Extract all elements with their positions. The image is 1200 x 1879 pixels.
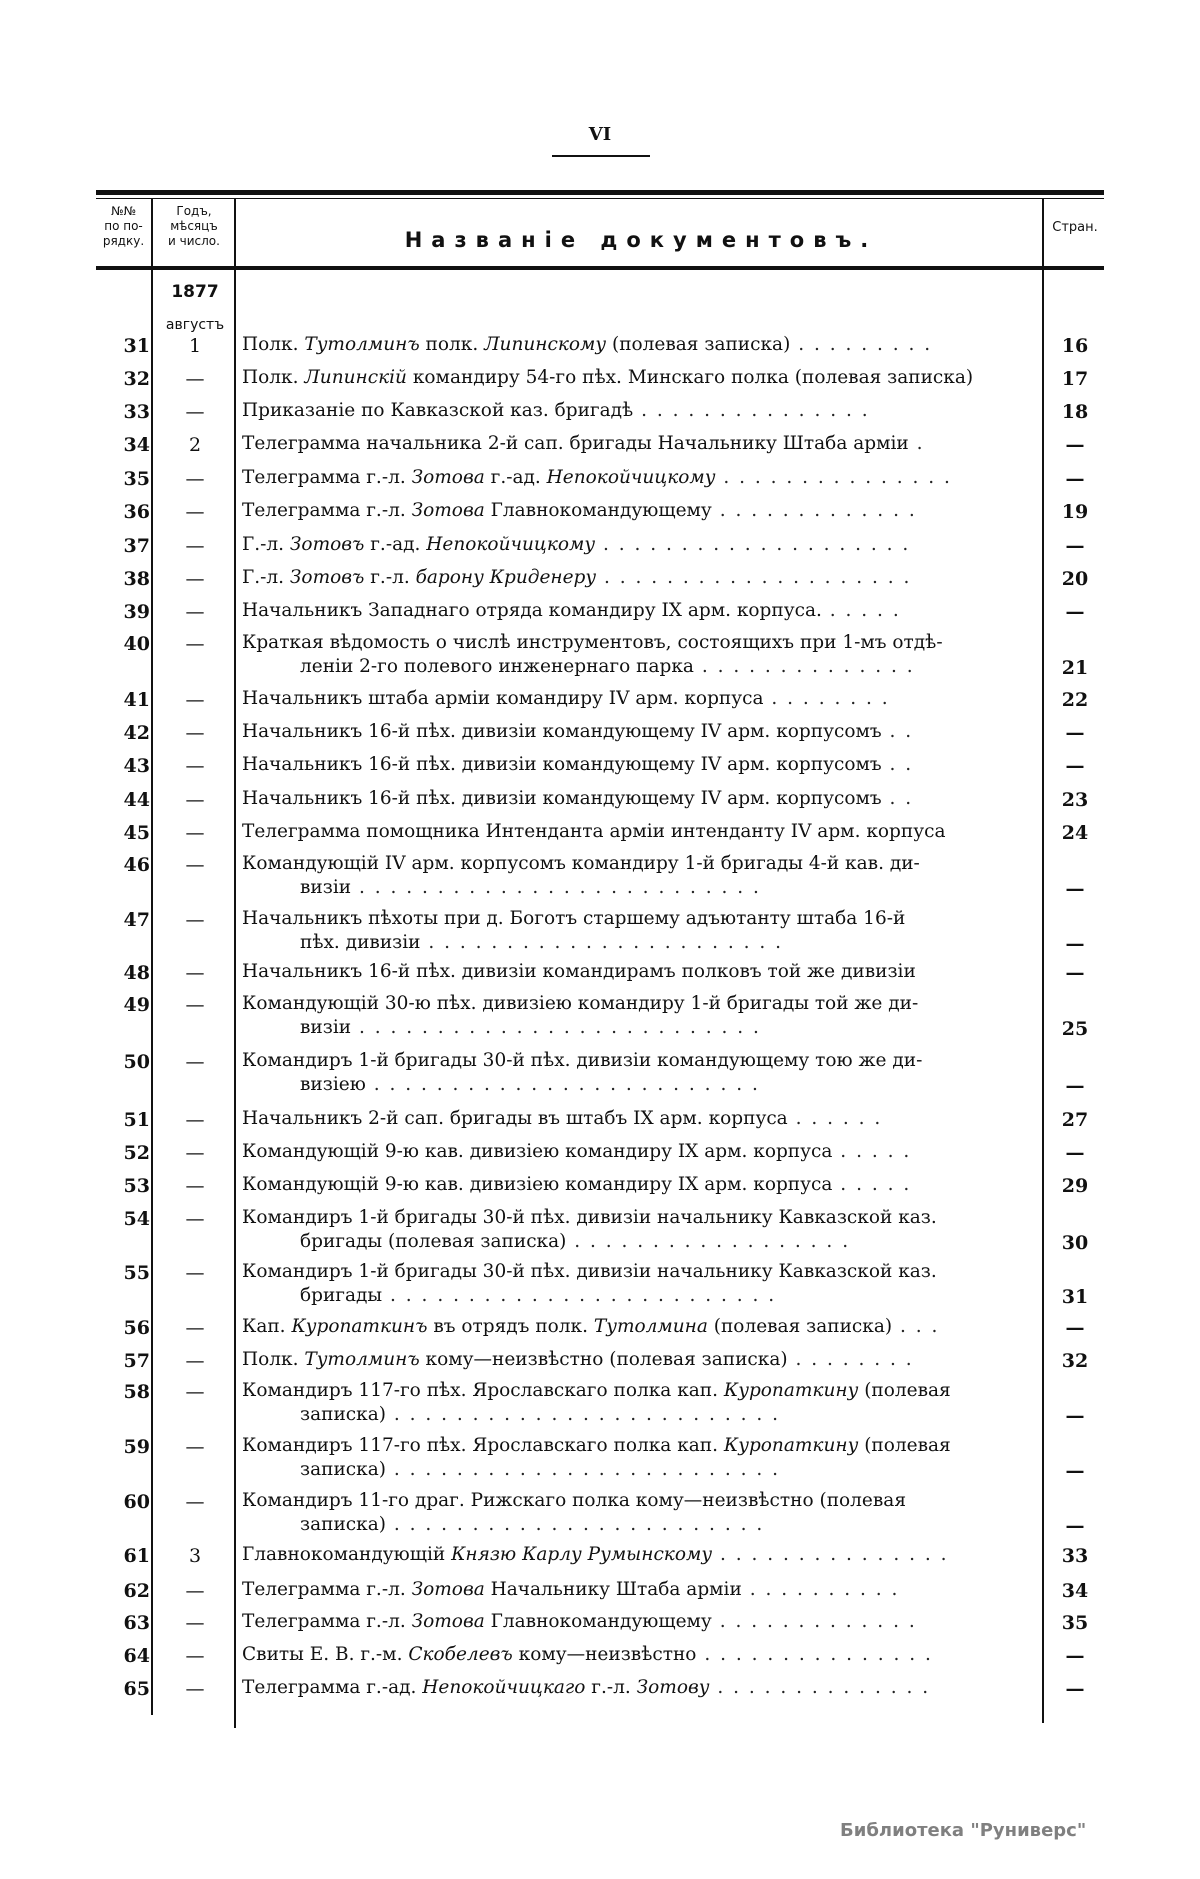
row-page: 17 bbox=[1061, 368, 1089, 390]
row-title-text: Начальникъ штаба арміи командиру IV арм. корпуса bbox=[242, 688, 764, 709]
row-title bbox=[242, 1140, 1038, 1164]
row-page: — bbox=[1065, 1405, 1085, 1427]
leader-dots: . bbox=[908, 433, 925, 454]
row-page: 20 bbox=[1061, 568, 1089, 590]
leader-dots: . . bbox=[881, 721, 914, 742]
row-title bbox=[242, 787, 1038, 811]
row-title-text: Г.-л. bbox=[242, 567, 290, 588]
row-title bbox=[242, 852, 1038, 900]
row-title-italic: Куропаткину bbox=[723, 1380, 859, 1401]
row-title-continuation bbox=[242, 1403, 1038, 1427]
row-title bbox=[242, 1049, 1038, 1097]
row-title-italic: Непокойчицкому bbox=[546, 467, 716, 488]
leader-dots: . . . . . . . . . . . . . . . . . . . . . . . . . bbox=[385, 1404, 780, 1425]
row-title-text: визіи bbox=[300, 1017, 352, 1038]
row-title bbox=[242, 1434, 1038, 1482]
row-title-italic: Непокойчицкаго bbox=[422, 1677, 586, 1698]
row-title-text: (полевая bbox=[858, 1380, 951, 1401]
row-title-text: кому—неизвѣстно (полевая записка) bbox=[419, 1349, 788, 1370]
row-page: — bbox=[1065, 933, 1085, 955]
row-title-italic: Зотову bbox=[636, 1677, 710, 1698]
row-number: 54 bbox=[123, 1208, 150, 1230]
row-date: — bbox=[185, 1491, 205, 1513]
row-title-text: Свиты Е. В. г.-м. bbox=[242, 1644, 409, 1665]
row-number: 55 bbox=[123, 1262, 150, 1284]
row-number: 51 bbox=[123, 1109, 150, 1131]
row-title-text: Телеграмма г.-л. bbox=[242, 1611, 412, 1632]
leader-dots: . . . . . . bbox=[787, 1108, 883, 1129]
row-number: 32 bbox=[123, 368, 150, 390]
row-title bbox=[242, 992, 1038, 1040]
row-page: 31 bbox=[1061, 1286, 1089, 1308]
row-title-text: Телеграмма начальника 2-й сап. бригады Начальнику Штаба арміи bbox=[242, 433, 909, 454]
row-page: — bbox=[1065, 601, 1085, 623]
row-title-text: бригады bbox=[300, 1285, 383, 1306]
row-number: 44 bbox=[123, 789, 150, 811]
row-number: 43 bbox=[123, 755, 150, 777]
row-title bbox=[242, 1173, 1038, 1197]
row-title-italic: Скобелевъ bbox=[408, 1644, 513, 1665]
row-title-continuation bbox=[242, 1073, 1038, 1097]
row-number: 65 bbox=[123, 1678, 150, 1700]
row-title bbox=[242, 366, 1038, 390]
page-number-rule bbox=[552, 155, 650, 157]
row-title bbox=[242, 499, 1038, 523]
row-date: — bbox=[185, 962, 205, 984]
row-title-continuation bbox=[242, 1513, 1038, 1537]
row-number: 35 bbox=[123, 468, 150, 490]
leader-dots: . . . . . . . . . . . . . . . . . . . . . . . . . bbox=[385, 1459, 780, 1480]
row-title-text: пѣх. дивизіи bbox=[300, 932, 421, 953]
header-col-num-line: №№ bbox=[111, 204, 136, 218]
row-date: 2 bbox=[188, 434, 202, 456]
row-date: — bbox=[185, 535, 205, 557]
row-page: — bbox=[1065, 1075, 1085, 1097]
row-title bbox=[242, 1379, 1038, 1427]
row-title-text: записка) bbox=[300, 1459, 386, 1480]
table-top-rule bbox=[96, 190, 1104, 195]
leader-dots: . . bbox=[881, 754, 914, 775]
row-date: — bbox=[185, 1109, 205, 1131]
row-date: — bbox=[185, 1381, 205, 1403]
leader-dots: . . . . . . . . . . . . . bbox=[711, 1611, 917, 1632]
header-col-num-line: по по- bbox=[104, 219, 143, 233]
row-page: 24 bbox=[1061, 822, 1089, 844]
row-title bbox=[242, 960, 1038, 984]
row-number: 41 bbox=[123, 689, 150, 711]
row-title-text: Начальникъ 16-й пѣх. дивизіи командующему IV арм. корпусомъ bbox=[242, 754, 882, 775]
row-date: — bbox=[185, 601, 205, 623]
row-title bbox=[242, 907, 1038, 955]
row-title bbox=[242, 1206, 1038, 1254]
row-number: 46 bbox=[123, 854, 150, 876]
row-number: 48 bbox=[123, 962, 150, 984]
row-title-italic: Липинскій bbox=[304, 367, 407, 388]
row-title-continuation bbox=[242, 1230, 1038, 1254]
row-date: — bbox=[185, 1645, 205, 1667]
row-page: — bbox=[1065, 1317, 1085, 1339]
row-title-italic: Куропаткину bbox=[723, 1435, 859, 1456]
row-title-text: (полевая записка) bbox=[707, 1316, 893, 1337]
row-date: — bbox=[185, 689, 205, 711]
row-date: — bbox=[185, 1317, 205, 1339]
table-top-rule-thin bbox=[96, 198, 1104, 199]
row-date: — bbox=[185, 501, 205, 523]
year-label: 1877 bbox=[171, 282, 219, 302]
leader-dots: . . . . . bbox=[832, 1141, 912, 1162]
row-title bbox=[242, 753, 1038, 777]
row-title-italic: Зотова bbox=[411, 1611, 485, 1632]
row-date: 1 bbox=[188, 335, 202, 357]
row-title-text: Начальникъ 16-й пѣх. дивизіи командующему IV арм. корпусомъ bbox=[242, 721, 882, 742]
leader-dots: . . . . . . . . . . . . . . . . . . . . . . . bbox=[420, 932, 784, 953]
row-title bbox=[242, 399, 1038, 423]
leader-dots: . . . . . . . . . . bbox=[741, 1579, 900, 1600]
leader-dots: . . . . . . . . . bbox=[790, 334, 933, 355]
header-bottom-rule bbox=[96, 266, 1104, 270]
row-title bbox=[242, 631, 1038, 679]
row-title-text: визіею bbox=[300, 1074, 366, 1095]
row-number: 58 bbox=[123, 1381, 150, 1403]
row-page: — bbox=[1065, 434, 1085, 456]
leader-dots: . . . . . . . . bbox=[763, 688, 890, 709]
row-page: 30 bbox=[1061, 1232, 1089, 1254]
row-title-continuation bbox=[242, 876, 1038, 900]
leader-dots: . . . . . . . . . . . . . . . bbox=[633, 400, 870, 421]
row-number: 64 bbox=[123, 1645, 150, 1667]
header-col-num bbox=[96, 204, 151, 249]
row-title bbox=[242, 466, 1038, 490]
row-title-text: Командиръ 1-й бригады 30-й пѣх. дивизіи командующему тою же ди- bbox=[242, 1050, 923, 1071]
row-title-text: Начальникъ 2-й сап. бригады въ штабъ IX арм. корпуса bbox=[242, 1108, 788, 1129]
row-title-text: Командиръ 1-й бригады 30-й пѣх. дивизіи начальнику Кавказской каз. bbox=[242, 1207, 937, 1228]
row-number: 50 bbox=[123, 1051, 150, 1073]
row-number: 61 bbox=[123, 1545, 150, 1567]
row-title-text: Начальнику Штаба арміи bbox=[484, 1579, 742, 1600]
row-title-text: г.-ад. bbox=[364, 534, 427, 555]
header-col-date-line: Годъ, bbox=[176, 204, 212, 218]
row-title-text: бригады (полевая записка) bbox=[300, 1231, 567, 1252]
row-title-text: Командующій IV арм. корпусомъ командиру 1-й бригады 4-й кав. ди- bbox=[242, 853, 920, 874]
row-title-continuation bbox=[242, 1284, 1038, 1308]
row-number: 63 bbox=[123, 1612, 150, 1634]
row-title bbox=[242, 1107, 1038, 1131]
leader-dots: . . . . . . . . . . . . . . . . . . bbox=[566, 1231, 851, 1252]
row-title-text: Полк. bbox=[242, 334, 305, 355]
row-page: — bbox=[1065, 1142, 1085, 1164]
row-title-italic: Тутолмина bbox=[593, 1316, 708, 1337]
row-title-italic: Зотова bbox=[411, 1579, 485, 1600]
leader-dots: . . . . . . . . . . . . . . . . . . . . . . . . . . bbox=[351, 877, 761, 898]
leader-dots: . . . . . . . . . . . . . . . bbox=[712, 1544, 949, 1565]
leader-dots: . . . . . . . . . . . . . . . . . . . . bbox=[595, 534, 911, 555]
row-title-text: Начальникъ 16-й пѣх. дивизіи командующему IV арм. корпусомъ bbox=[242, 788, 882, 809]
row-page: — bbox=[1065, 722, 1085, 744]
row-title-continuation bbox=[242, 1458, 1038, 1482]
row-title-text: полк. bbox=[419, 334, 485, 355]
row-title-text: Командиръ 11-го драг. Рижскаго полка кому—неизвѣстно (полевая bbox=[242, 1490, 906, 1511]
leader-dots: . . . . . . . . . . . . . . . . . . . . . . . . . bbox=[382, 1285, 777, 1306]
leader-dots: . . . . . . . . . . . . . . . . . . . . bbox=[596, 567, 912, 588]
row-title-text: визіи bbox=[300, 877, 352, 898]
row-date: — bbox=[185, 822, 205, 844]
row-date: — bbox=[185, 1678, 205, 1700]
row-date: — bbox=[185, 633, 205, 655]
row-title bbox=[242, 1260, 1038, 1308]
library-watermark: Библиотека "Руниверс" bbox=[840, 1820, 1087, 1841]
row-title bbox=[242, 720, 1038, 744]
row-page: — bbox=[1065, 1678, 1085, 1700]
row-page: 23 bbox=[1061, 789, 1089, 811]
row-title-text: Начальникъ Западнаго отряда командиру IX арм. корпуса. bbox=[242, 600, 822, 621]
row-title-text: Кап. bbox=[242, 1316, 292, 1337]
row-number: 47 bbox=[123, 909, 150, 931]
row-page: 25 bbox=[1061, 1018, 1089, 1040]
header-col-title: Названіе документовъ. bbox=[404, 228, 878, 252]
row-page: 34 bbox=[1061, 1580, 1089, 1602]
row-title-italic: Тутолминъ bbox=[304, 1349, 420, 1370]
row-title-continuation bbox=[242, 655, 1038, 679]
row-date: — bbox=[185, 1612, 205, 1634]
row-page: 27 bbox=[1061, 1109, 1089, 1131]
row-title-text: Начальникъ 16-й пѣх. дивизіи командирамъ полковъ той же дивизіи bbox=[242, 961, 916, 982]
row-number: 52 bbox=[123, 1142, 150, 1164]
row-title-text: Командиръ 117-го пѣх. Ярославскаго полка кап. bbox=[242, 1435, 724, 1456]
row-page: — bbox=[1065, 878, 1085, 900]
leader-dots: . . . . . bbox=[821, 600, 901, 621]
leader-dots: . . . . . . . . . . . . . . . . . . . . . . . . . bbox=[365, 1074, 760, 1095]
row-page: 19 bbox=[1061, 501, 1089, 523]
row-title-continuation bbox=[242, 931, 1038, 955]
row-page: 18 bbox=[1061, 401, 1089, 423]
row-title bbox=[242, 687, 1038, 711]
leader-dots: . . . . . . . . . . . . . . . . . . . . . . . . bbox=[385, 1514, 765, 1535]
row-page: 21 bbox=[1061, 657, 1089, 679]
row-date: — bbox=[185, 1580, 205, 1602]
row-date: — bbox=[185, 1350, 205, 1372]
row-number: 53 bbox=[123, 1175, 150, 1197]
row-title-continuation bbox=[242, 1016, 1038, 1040]
row-title-text: г.-ад. bbox=[484, 467, 547, 488]
row-date: 3 bbox=[188, 1545, 202, 1567]
row-title-text: Телеграмма г.-л. bbox=[242, 500, 412, 521]
row-number: 42 bbox=[123, 722, 150, 744]
row-date: — bbox=[185, 789, 205, 811]
row-title-italic: Зотова bbox=[411, 467, 485, 488]
header-col-date-line: мѣсяцъ bbox=[170, 219, 218, 233]
row-number: 56 bbox=[123, 1317, 150, 1339]
row-date: — bbox=[185, 1262, 205, 1284]
row-page: — bbox=[1065, 1515, 1085, 1537]
row-page: 32 bbox=[1061, 1350, 1089, 1372]
row-page: — bbox=[1065, 1645, 1085, 1667]
row-title-text: записка) bbox=[300, 1514, 386, 1535]
leader-dots: . . . bbox=[892, 1316, 940, 1337]
row-title-text: Главнокомандующему bbox=[484, 500, 712, 521]
row-date: — bbox=[185, 468, 205, 490]
month-label: августъ bbox=[165, 317, 225, 333]
row-title bbox=[242, 432, 1038, 456]
row-title-text: Приказаніе по Кавказской каз. бригадѣ bbox=[242, 400, 634, 421]
row-number: 45 bbox=[123, 822, 150, 844]
row-page: — bbox=[1065, 1460, 1085, 1482]
row-page: 16 bbox=[1061, 335, 1089, 357]
row-title-italic: Липинскому bbox=[484, 334, 607, 355]
row-title-text: леніи 2-го полевого инженернаго парка bbox=[300, 656, 694, 677]
row-title bbox=[242, 333, 1038, 357]
row-title bbox=[242, 566, 1038, 590]
row-title bbox=[242, 1610, 1038, 1634]
row-title-text: въ отрядъ полк. bbox=[427, 1316, 594, 1337]
row-page: 22 bbox=[1061, 689, 1089, 711]
row-title bbox=[242, 1489, 1038, 1537]
row-title bbox=[242, 1578, 1038, 1602]
leader-dots: . . . . . . . . . . . . . . bbox=[693, 656, 915, 677]
leader-dots: . . bbox=[881, 788, 914, 809]
header-col-date-line: и число. bbox=[168, 234, 220, 248]
row-title-text: г.-л. bbox=[364, 567, 416, 588]
leader-dots: . . . . . . . . . . . . . . bbox=[709, 1677, 931, 1698]
row-title-text: Телеграмма г.-л. bbox=[242, 1579, 412, 1600]
row-title-text: Командующій 9-ю кав. дивизіею командиру IX арм. корпуса bbox=[242, 1141, 833, 1162]
row-date: — bbox=[185, 368, 205, 390]
row-title-italic: Зотова bbox=[411, 500, 485, 521]
header-col-num-line: рядку. bbox=[102, 234, 145, 248]
row-title-text: (полевая записка) bbox=[606, 334, 791, 355]
row-title-text: Полк. bbox=[242, 1349, 305, 1370]
row-title-italic: барону Криденеру bbox=[415, 567, 597, 588]
row-title-text: Командиръ 117-го пѣх. Ярославскаго полка кап. bbox=[242, 1380, 724, 1401]
row-title-italic: Непокойчицкому bbox=[426, 534, 596, 555]
row-title bbox=[242, 599, 1038, 623]
leader-dots: . . . . . . . . bbox=[787, 1349, 914, 1370]
header-col-page: Стран. bbox=[1052, 220, 1098, 235]
row-title bbox=[242, 1315, 1038, 1339]
row-title-text: Начальникъ пѣхоты при д. Боготъ старшему адъютанту штаба 16-й bbox=[242, 908, 906, 929]
row-page: 29 bbox=[1061, 1175, 1089, 1197]
page-number: VI bbox=[588, 124, 612, 145]
row-date: — bbox=[185, 401, 205, 423]
row-number: 59 bbox=[123, 1436, 150, 1458]
row-number: 31 bbox=[123, 335, 150, 357]
row-title bbox=[242, 820, 1038, 844]
row-title-text: Командующій 9-ю кав. дивизіею командиру IX арм. корпуса bbox=[242, 1174, 833, 1195]
row-title bbox=[242, 1676, 1038, 1700]
leader-dots: . . . . . . . . . . . . . . . bbox=[715, 467, 952, 488]
row-number: 49 bbox=[123, 994, 150, 1016]
row-title-italic: Зотовъ bbox=[289, 534, 365, 555]
row-title-text: Телеграмма помощника Интенданта арміи интенданту IV арм. корпуса bbox=[242, 821, 946, 842]
header-col-date bbox=[153, 204, 235, 249]
row-date: — bbox=[185, 568, 205, 590]
row-title bbox=[242, 1643, 1038, 1667]
row-page: 33 bbox=[1061, 1545, 1089, 1567]
row-title-text: Г.-л. bbox=[242, 534, 290, 555]
row-title bbox=[242, 1348, 1038, 1372]
row-title-text: Командующій 30-ю пѣх. дивизіею командиру 1-й бригады той же ди- bbox=[242, 993, 919, 1014]
row-number: 60 bbox=[123, 1491, 150, 1513]
row-title-italic: Тутолминъ bbox=[304, 334, 420, 355]
row-date: — bbox=[185, 1051, 205, 1073]
row-page: — bbox=[1065, 755, 1085, 777]
leader-dots: . . . . . . . . . . . . . . . bbox=[696, 1644, 933, 1665]
row-title-text: г.-л. bbox=[585, 1677, 637, 1698]
col-divider-1 bbox=[151, 198, 153, 1715]
row-number: 37 bbox=[123, 535, 150, 557]
row-date: — bbox=[185, 1175, 205, 1197]
row-title-text: записка) bbox=[300, 1404, 386, 1425]
row-title-text: Командиръ 1-й бригады 30-й пѣх. дивизіи начальнику Кавказской каз. bbox=[242, 1261, 937, 1282]
row-title-text: кому—неизвѣстно bbox=[512, 1644, 697, 1665]
row-number: 62 bbox=[123, 1580, 150, 1602]
row-date: — bbox=[185, 1436, 205, 1458]
row-title-text: Краткая вѣдомость о числѣ инструментовъ, состоящихъ при 1-мъ отдѣ- bbox=[242, 632, 943, 653]
row-title-text: Телеграмма г.-л. bbox=[242, 467, 412, 488]
row-title bbox=[242, 1543, 1038, 1567]
row-title-text: Полк. bbox=[242, 367, 305, 388]
row-number: 34 bbox=[123, 434, 150, 456]
row-title-text: Телеграмма г.-ад. bbox=[242, 1677, 423, 1698]
row-number: 57 bbox=[123, 1350, 150, 1372]
row-page: — bbox=[1065, 535, 1085, 557]
leader-dots: . . . . . . . . . . . . . bbox=[711, 500, 917, 521]
row-date: — bbox=[185, 722, 205, 744]
row-title-text: (полевая bbox=[858, 1435, 951, 1456]
row-number: 40 bbox=[123, 633, 150, 655]
row-title-text: Главнокомандующій bbox=[242, 1544, 452, 1565]
row-page: — bbox=[1065, 962, 1085, 984]
row-date: — bbox=[185, 909, 205, 931]
row-number: 38 bbox=[123, 568, 150, 590]
row-title bbox=[242, 533, 1038, 557]
leader-dots: . . . . . bbox=[832, 1174, 912, 1195]
row-number: 36 bbox=[123, 501, 150, 523]
row-date: — bbox=[185, 854, 205, 876]
row-number: 39 bbox=[123, 601, 150, 623]
row-date: — bbox=[185, 755, 205, 777]
row-page: — bbox=[1065, 468, 1085, 490]
row-title-text: Главнокомандующему bbox=[484, 1611, 712, 1632]
row-title-italic: Князю Карлу Румынскому bbox=[451, 1544, 713, 1565]
row-title-italic: Зотовъ bbox=[289, 567, 365, 588]
row-title-italic: Куропаткинъ bbox=[291, 1316, 428, 1337]
row-page: 35 bbox=[1061, 1612, 1089, 1634]
row-title-text: командиру 54-го пѣх. Минскаго полка (полевая записка) bbox=[406, 367, 974, 388]
col-divider-3 bbox=[1042, 198, 1044, 1723]
row-date: — bbox=[185, 994, 205, 1016]
row-number: 33 bbox=[123, 401, 150, 423]
row-date: — bbox=[185, 1208, 205, 1230]
leader-dots: . . . . . . . . . . . . . . . . . . . . . . . . . . bbox=[351, 1017, 761, 1038]
row-date: — bbox=[185, 1142, 205, 1164]
